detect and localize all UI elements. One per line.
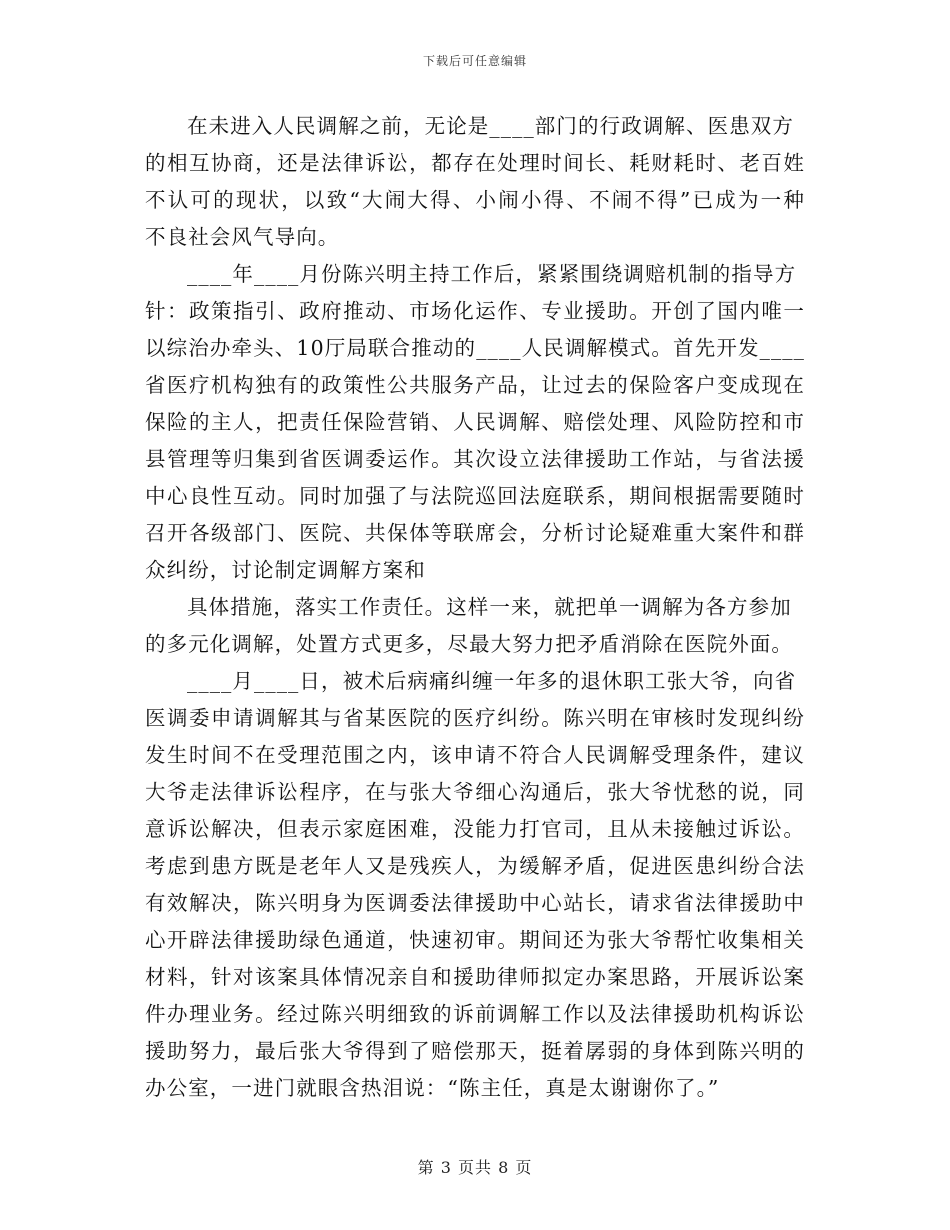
paragraph-line: 件办理业务。经过陈兴明细致的诉前调解工作以及法律援助机构诉讼 (145, 1002, 805, 1026)
paragraph-line: 在未进入人民调解之前，无论是____部门的行政调解、医患双方 (187, 114, 794, 138)
document-body (145, 108, 805, 1107)
paragraph-line: 县管理等归集到省医调委运作。其次设立法律援助工作站，与省法援 (145, 447, 805, 471)
paragraph-line: 省医疗机构独有的政策性公共服务产品，让过去的保险客户变成现在 (145, 373, 805, 397)
paragraph-line: 保险的主人，把责任保险营销、人民调解、赔偿处理、风险防控和市 (145, 410, 805, 434)
paragraph-line: 有效解决，陈兴明身为医调委法律援助中心站长，请求省法律援助中 (145, 891, 805, 915)
paragraph-line: 召开各级部门、医院、共保体等联席会，分析讨论疑难重大案件和群 (145, 521, 805, 545)
paragraph-line: 的相互协商，还是法律诉讼，都存在处理时间长、耗财耗时、老百姓 (145, 151, 805, 175)
paragraph-line: 材料，针对该案具体情况亲自和援助律师拟定办案思路，开展诉讼案 (145, 965, 805, 989)
paragraph-line: 众纠纷，讨论制定调解方案和 (145, 558, 426, 582)
paragraph-line: 以综治办牵头、10厅局联合推动的____人民调解模式。首先开发____ (145, 336, 805, 360)
paragraph-line: 大爷走法律诉讼程序，在与张大爷细心沟通后，张大爷忧愁的说，同 (145, 780, 805, 804)
paragraph-line: 办公室，一进门就眼含热泪说：“陈主任，真是太谢谢你了。” (145, 1076, 720, 1100)
paragraph-line: 不认可的现状，以致“大闹大得、小闹小得、不闹不得”已成为一种 (145, 188, 805, 212)
paragraph-line: ____月____日，被术后病痛纠缠一年多的退休职工张大爷，向省 (187, 669, 797, 693)
paragraph-line: 医调委申请调解其与省某医院的医疗纠纷。陈兴明在审核时发现纠纷 (145, 706, 805, 730)
paragraph-line: ____年____月份陈兴明主持工作后，紧紧围绕调赔机制的指导方 (187, 262, 797, 286)
paragraph-line: 考虑到患方既是老年人又是残疾人，为缓解矛盾，促进医患纠纷合法 (145, 854, 805, 878)
paragraph-line: 针：政策指引、政府推动、市场化运作、专业援助。开创了国内唯一 (145, 299, 805, 323)
paragraph-line: 具体措施，落实工作责任。这样一来，就把单一调解为各方参加 (187, 595, 792, 619)
paragraph-line: 不良社会风气导向。 (145, 225, 340, 249)
paragraph-line: 中心良性互动。同时加强了与法院巡回法庭联系，期间根据需要随时 (145, 484, 805, 508)
paragraph-line: 心开辟法律援助绿色通道，快速初审。期间还为张大爷帮忙收集相关 (145, 928, 805, 952)
paragraph-line: 的多元化调解，处置方式更多，尽最大努力把矛盾消除在医院外面。 (145, 632, 793, 656)
paragraph-line: 发生时间不在受理范围之内，该申请不符合人民调解受理条件，建议 (145, 743, 805, 767)
page-header: 下载后可任意编辑 (422, 54, 527, 68)
page-number: 第 3 页共 8 页 (417, 1158, 533, 1177)
paragraph-line: 援助努力，最后张大爷得到了赔偿那天，挺着孱弱的身体到陈兴明的 (145, 1039, 805, 1063)
paragraph-line: 意诉讼解决，但表示家庭困难，没能力打官司，且从未接触过诉讼。 (145, 817, 805, 841)
